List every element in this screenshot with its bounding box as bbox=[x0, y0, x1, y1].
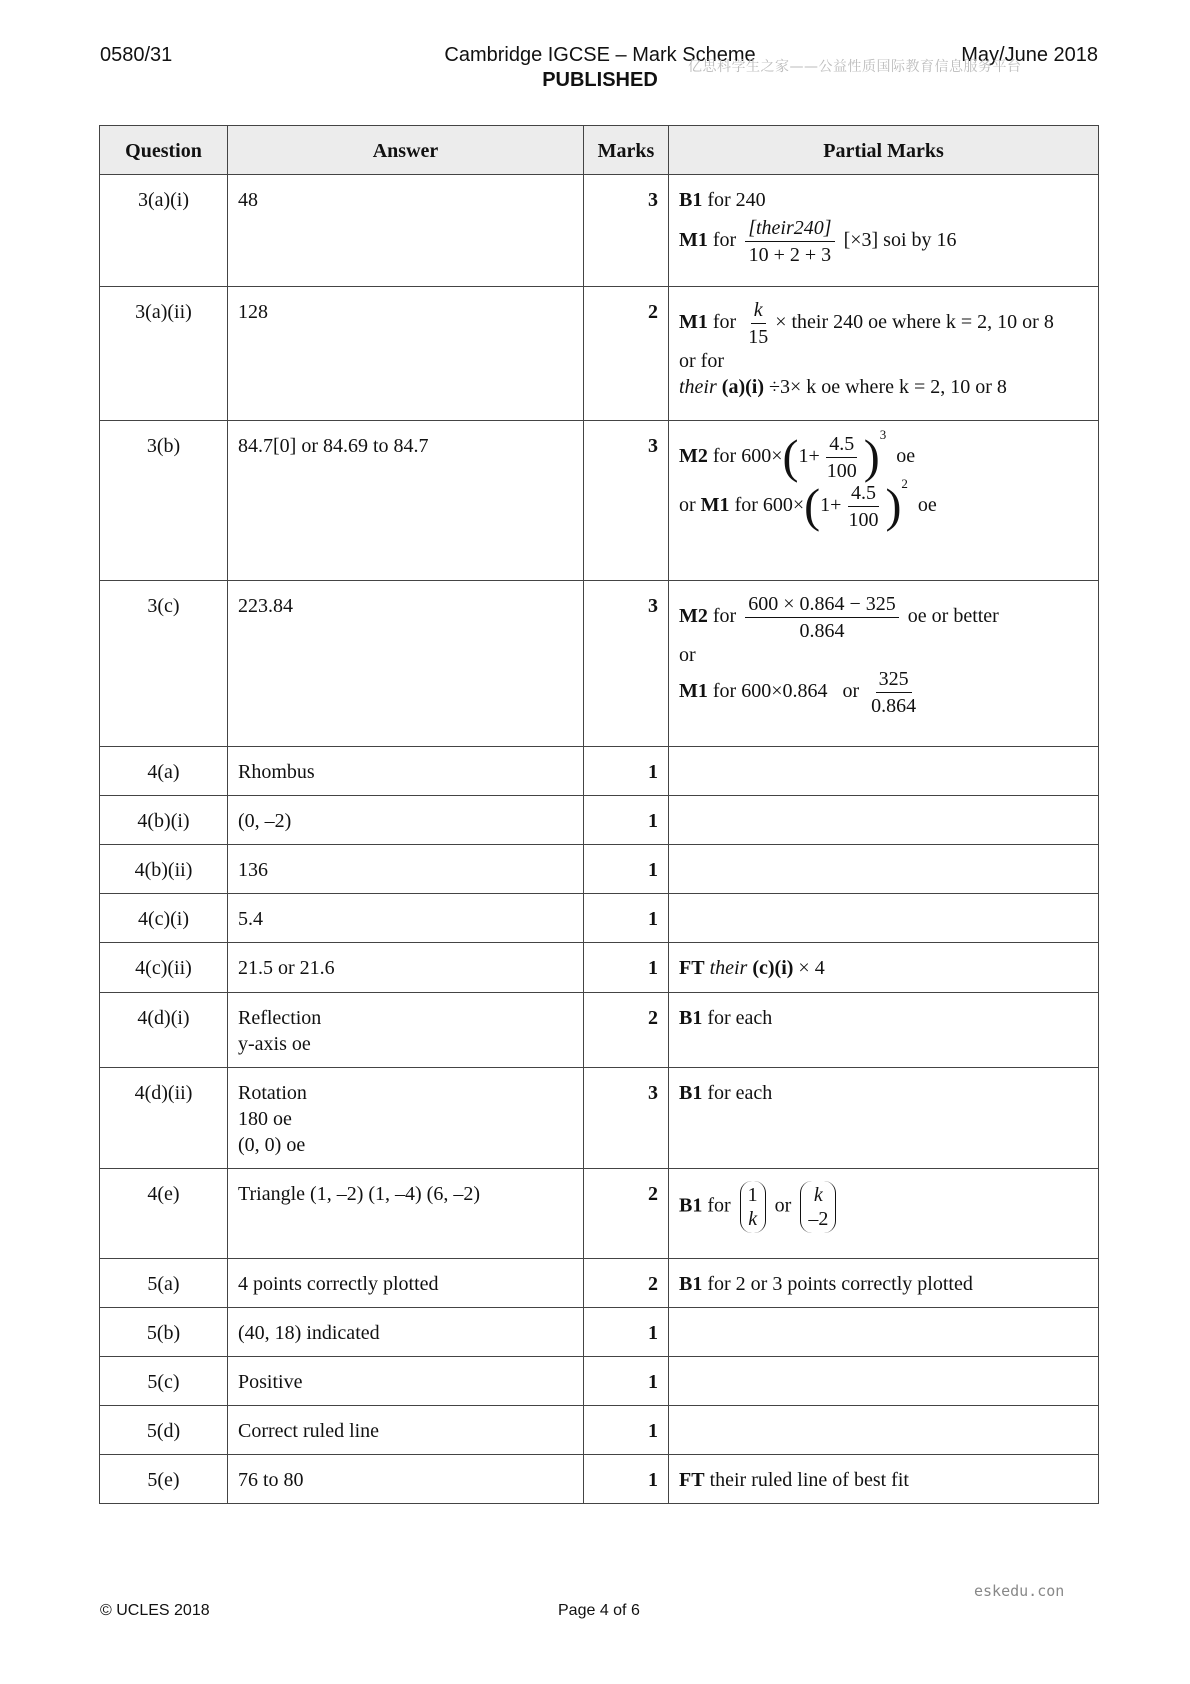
table-row bbox=[100, 1169, 1099, 1259]
answer-line: (0, 0) oe bbox=[238, 1134, 306, 1156]
answer-cell: Rhombus bbox=[228, 747, 584, 796]
marks-cell: 1 bbox=[584, 1455, 669, 1504]
pm-text: [×3] soi by 16 bbox=[843, 229, 957, 252]
marks-cell: 2 bbox=[584, 1169, 669, 1259]
partial-marks-cell bbox=[669, 993, 1099, 1068]
marks-cell: 3 bbox=[584, 1068, 669, 1169]
numerator: 4.5 bbox=[826, 433, 857, 458]
answer-cell bbox=[228, 1068, 584, 1169]
exam-session: May/June 2018 bbox=[961, 44, 1098, 66]
table-row bbox=[100, 1068, 1099, 1169]
question-cell: 3(b) bbox=[100, 421, 228, 581]
partial-marks-cell bbox=[669, 845, 1099, 894]
mark-code: B1 bbox=[679, 1007, 703, 1029]
denominator: 10 + 2 + 3 bbox=[748, 244, 832, 266]
fraction bbox=[745, 217, 834, 266]
site-watermark: eskedu.con bbox=[974, 1582, 1065, 1600]
paper-code: 0580/31 bbox=[100, 44, 173, 66]
fraction bbox=[824, 433, 860, 482]
answer-cell: Correct ruled line bbox=[228, 1406, 584, 1455]
answer-line: Rotation bbox=[238, 1082, 307, 1104]
table-row bbox=[100, 1455, 1099, 1504]
partial-marks-cell bbox=[669, 943, 1099, 993]
page-number: Page 4 of 6 bbox=[558, 1602, 640, 1619]
pm-text: 600× bbox=[741, 445, 783, 468]
pm-text: for 240 bbox=[707, 189, 766, 211]
table-row bbox=[100, 796, 1099, 845]
numerator: k bbox=[751, 299, 766, 324]
table-row bbox=[100, 1308, 1099, 1357]
answer-cell: (40, 18) indicated bbox=[228, 1308, 584, 1357]
mark-code: M1 bbox=[700, 494, 730, 517]
mark-code: B1 bbox=[679, 1082, 703, 1104]
mark-code: M1 bbox=[679, 229, 708, 252]
table-row bbox=[100, 175, 1099, 287]
answer-cell: 128 bbox=[228, 287, 584, 421]
question-cell: 4(d)(i) bbox=[100, 993, 228, 1068]
title-text: Cambridge IGCSE – Mark Scheme bbox=[444, 44, 756, 66]
partial-marks-cell bbox=[669, 1357, 1099, 1406]
answer-cell: Positive bbox=[228, 1357, 584, 1406]
pm-text: or bbox=[679, 494, 696, 517]
table-row bbox=[100, 1259, 1099, 1308]
numerator: [their240] bbox=[745, 217, 834, 242]
question-cell: 3(a)(ii) bbox=[100, 287, 228, 421]
pm-text: for 2 or 3 points correctly plotted bbox=[707, 1273, 973, 1295]
answer-line: Reflection bbox=[238, 1007, 322, 1029]
question-cell: 5(b) bbox=[100, 1308, 228, 1357]
answer-cell: 223.84 bbox=[228, 581, 584, 747]
question-cell: 4(b)(ii) bbox=[100, 845, 228, 894]
pm-text: 1+ bbox=[820, 494, 842, 517]
mark-code: M2 bbox=[679, 445, 708, 468]
column-vector bbox=[740, 1181, 766, 1233]
question-cell: 5(e) bbox=[100, 1455, 228, 1504]
denominator: 100 bbox=[848, 509, 879, 531]
answer-cell: 21.5 or 21.6 bbox=[228, 943, 584, 993]
table-row bbox=[100, 1357, 1099, 1406]
pm-text: or bbox=[842, 680, 860, 703]
pm-text: for each bbox=[707, 1007, 773, 1029]
marks-cell: 1 bbox=[584, 943, 669, 993]
column-vector bbox=[800, 1181, 836, 1233]
denominator: 100 bbox=[826, 460, 857, 482]
marks-cell: 1 bbox=[584, 1406, 669, 1455]
answer-line: y-axis oe bbox=[238, 1033, 311, 1055]
vector-top: k bbox=[813, 1184, 823, 1206]
partial-marks-cell bbox=[669, 287, 1099, 421]
question-cell: 4(a) bbox=[100, 747, 228, 796]
denominator: 0.864 bbox=[871, 695, 917, 717]
answer-cell bbox=[228, 993, 584, 1068]
answer-cell: 84.7[0] or 84.69 to 84.7 bbox=[228, 421, 584, 581]
question-cell: 5(d) bbox=[100, 1406, 228, 1455]
pm-text: ÷3× k oe where k = 2, 10 or 8 bbox=[768, 376, 1007, 398]
table-row bbox=[100, 845, 1099, 894]
pm-text: for bbox=[734, 494, 758, 517]
numerator: 325 bbox=[876, 668, 912, 693]
col-partial-marks: Partial Marks bbox=[669, 126, 1099, 175]
question-cell: 4(b)(i) bbox=[100, 796, 228, 845]
pm-text: or bbox=[679, 644, 696, 666]
answer-cell: 48 bbox=[228, 175, 584, 287]
partial-marks-cell bbox=[669, 1068, 1099, 1169]
part-ref: (c)(i) bbox=[752, 957, 794, 979]
table-row bbox=[100, 421, 1099, 581]
mark-scheme-table bbox=[99, 125, 1099, 1504]
question-cell: 5(a) bbox=[100, 1259, 228, 1308]
vector-bottom: k bbox=[748, 1208, 758, 1230]
part-ref: (a)(i) bbox=[721, 376, 764, 398]
table-row bbox=[100, 943, 1099, 993]
table-header-row bbox=[100, 126, 1099, 175]
partial-marks-cell bbox=[669, 1308, 1099, 1357]
marks-cell: 1 bbox=[584, 796, 669, 845]
mark-code: M1 bbox=[679, 311, 708, 334]
marks-cell: 1 bbox=[584, 894, 669, 943]
partial-marks-cell bbox=[669, 796, 1099, 845]
pm-text: × their 240 oe where k = 2, 10 or 8 bbox=[775, 311, 1054, 334]
mark-code: M1 bbox=[679, 680, 708, 703]
fraction bbox=[745, 299, 771, 348]
fraction bbox=[845, 482, 881, 531]
partial-marks-cell bbox=[669, 747, 1099, 796]
pm-text: their bbox=[679, 376, 717, 398]
answer-cell: Triangle (1, –2) (1, –4) (6, –2) bbox=[228, 1169, 584, 1259]
question-cell: 5(c) bbox=[100, 1357, 228, 1406]
marks-cell: 1 bbox=[584, 747, 669, 796]
vector-bottom: –2 bbox=[808, 1208, 829, 1230]
pm-text: oe bbox=[917, 494, 937, 517]
marks-cell: 2 bbox=[584, 1259, 669, 1308]
watermark-text: 亿思科学生之家——公益性质国际教育信息服务平台 bbox=[688, 59, 1022, 75]
partial-marks-cell bbox=[669, 1406, 1099, 1455]
copyright: © UCLES 2018 bbox=[100, 1602, 210, 1619]
numerator: 600 × 0.864 − 325 bbox=[745, 593, 899, 618]
answer-cell: (0, –2) bbox=[228, 796, 584, 845]
mark-code: FT bbox=[679, 1469, 705, 1491]
answer-cell: 4 points correctly plotted bbox=[228, 1259, 584, 1308]
mark-code: M2 bbox=[679, 605, 708, 628]
pm-text: 600× bbox=[762, 494, 805, 517]
table-row bbox=[100, 993, 1099, 1068]
pm-text: 1+ bbox=[798, 445, 820, 468]
marks-cell: 2 bbox=[584, 993, 669, 1068]
table-row bbox=[100, 747, 1099, 796]
fraction bbox=[868, 668, 919, 717]
table-row bbox=[100, 894, 1099, 943]
partial-marks-cell bbox=[669, 1169, 1099, 1259]
denominator: 15 bbox=[748, 326, 769, 348]
question-cell: 3(c) bbox=[100, 581, 228, 747]
mark-code: B1 bbox=[679, 189, 703, 211]
mark-code: B1 bbox=[679, 1273, 703, 1295]
pm-text: their bbox=[709, 957, 748, 979]
table-row bbox=[100, 287, 1099, 421]
pm-text: for bbox=[712, 311, 737, 334]
marks-cell: 3 bbox=[584, 175, 669, 287]
answer-cell: 136 bbox=[228, 845, 584, 894]
pm-text: for each bbox=[707, 1082, 773, 1104]
pm-text: oe bbox=[896, 445, 916, 468]
partial-marks-cell: M2 for 600×(1+ $\frac{4.5}{100}$ )$^3$ oe or M1 for 600×(1+ $\frac{4.5}{100}$ )$^2$ oe bbox=[669, 421, 1099, 581]
mark-code: FT bbox=[679, 957, 705, 979]
col-answer: Answer bbox=[228, 126, 584, 175]
question-cell: 4(d)(ii) bbox=[100, 1068, 228, 1169]
question-cell: 4(c)(i) bbox=[100, 894, 228, 943]
pm-text: their ruled line of best fit bbox=[709, 1469, 909, 1491]
pm-text: for bbox=[707, 1194, 731, 1217]
pm-text: for 600×0.864 bbox=[712, 680, 828, 703]
pm-text: or for bbox=[679, 350, 724, 372]
partial-marks-cell bbox=[669, 1455, 1099, 1504]
partial-marks-cell bbox=[669, 1259, 1099, 1308]
marks-cell: 1 bbox=[584, 1357, 669, 1406]
denominator: 0.864 bbox=[799, 620, 845, 642]
answer-line: 180 oe bbox=[238, 1108, 292, 1130]
answer-cell: 76 to 80 bbox=[228, 1455, 584, 1504]
table-row bbox=[100, 1406, 1099, 1455]
numerator: 4.5 bbox=[848, 482, 879, 507]
question-cell: 4(e) bbox=[100, 1169, 228, 1259]
col-marks: Marks bbox=[584, 126, 669, 175]
marks-cell: 3 bbox=[584, 581, 669, 747]
exponent: 3 bbox=[879, 427, 887, 442]
published-label: PUBLISHED bbox=[542, 69, 658, 91]
vector-top: 1 bbox=[747, 1184, 758, 1206]
marks-cell: 3 bbox=[584, 421, 669, 581]
marks-cell: 1 bbox=[584, 845, 669, 894]
pm-text: × 4 bbox=[798, 957, 825, 979]
pm-text: or bbox=[774, 1194, 792, 1217]
question-cell: 4(c)(ii) bbox=[100, 943, 228, 993]
partial-marks-cell bbox=[669, 894, 1099, 943]
exponent: 2 bbox=[901, 476, 908, 491]
col-question: Question bbox=[100, 126, 228, 175]
partial-marks-cell bbox=[669, 175, 1099, 287]
marks-cell: 1 bbox=[584, 1308, 669, 1357]
marks-cell: 2 bbox=[584, 287, 669, 421]
partial-marks-cell bbox=[669, 581, 1099, 747]
pm-text: for bbox=[712, 229, 737, 252]
table-row bbox=[100, 581, 1099, 747]
mark-code: B1 bbox=[679, 1194, 703, 1217]
pm-text: oe or better bbox=[907, 605, 999, 628]
answer-cell: 5.4 bbox=[228, 894, 584, 943]
fraction bbox=[745, 593, 899, 642]
pm-text: for bbox=[712, 445, 737, 468]
question-cell: 3(a)(i) bbox=[100, 175, 228, 287]
pm-text: for bbox=[712, 605, 737, 628]
